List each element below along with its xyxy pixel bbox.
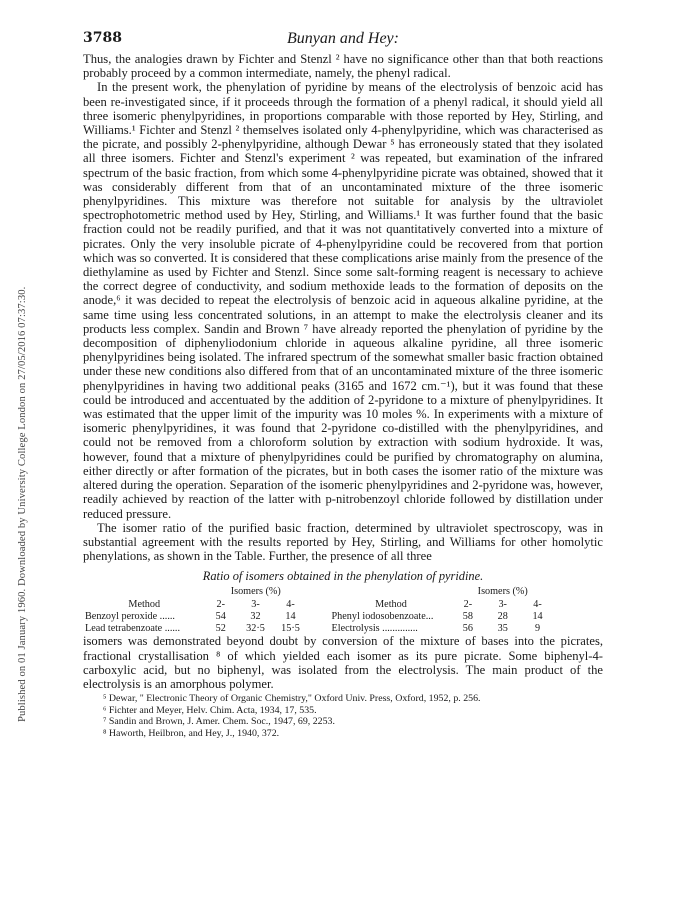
- value-cell: 58: [462, 611, 473, 623]
- paragraph-1: Thus, the analogies drawn by Fichter and Stenzl ² have no significance other than that both reactions probably proceed by a common intermediate, namely, the phenyl radical.: [83, 52, 603, 81]
- running-head: Bunyan and Hey:: [287, 30, 399, 47]
- table-caption: Ratio of isomers obtained in the phenylation of pyridine.: [202, 569, 484, 584]
- col-2-header-right: 2-: [463, 598, 473, 610]
- paragraph-after-table: isomers was demonstrated beyond doubt by conversion of the mixture of bases into the picrates, fractional crystallisation ⁸ of which yielded each isomer as its pure picrate. Some biphenyl-4-carboxylic acid, but no biphenyl, was isolated from the electrolysis. The main product of the electrolysis is an amorphous polymer.: [83, 634, 603, 691]
- value-cell: 14: [532, 611, 543, 623]
- col-2-header-left: 2-: [216, 598, 225, 610]
- col-3-header-right: 3-: [498, 598, 507, 610]
- method-cell: Lead tetrabenzoate ......: [85, 622, 181, 634]
- value-cell: 32: [250, 611, 261, 623]
- value-cell: 54: [215, 611, 226, 623]
- isomers-group-header-left: Isomers (%): [230, 586, 281, 598]
- method-header-right: Method: [375, 598, 407, 610]
- value-cell: 9: [535, 622, 541, 634]
- value-cell: 52: [215, 622, 226, 634]
- value-cell: 32·5: [246, 622, 265, 634]
- value-cell: 15·5: [281, 622, 300, 634]
- value-cell: 14: [285, 611, 296, 623]
- footnote-8: ⁸ Haworth, Heilbron, and Hey, J., 1940, 372.: [103, 727, 280, 739]
- value-cell: 28: [497, 611, 508, 623]
- value-cell: 35: [497, 622, 508, 634]
- paragraph-3: The isomer ratio of the purified basic fraction, determined by ultraviolet spectroscopy, was in substantial agreement with the results reported by Hey, Stirling, and Williams for other homolytic phenylations, as shown in the Table. Further, the presence of all three: [83, 520, 603, 564]
- table-row: [85, 623, 555, 635]
- table-row: [85, 611, 555, 623]
- footnote-6: ⁶ Fichter and Meyer, Helv. Chim. Acta, 1934, 17, 535.: [103, 704, 317, 716]
- paragraph-2: In the present work, the phenylation of pyridine by means of the electrolysis of benzoic acid has been re-investigated since, if it proceeds through the formation of a phenyl radical, it should yield all three isomeric phenylpyridines, in proportions comparable with those reported by Hey, Stirling, and Williams.¹ Fichter and Stenzl ² themselves isolated only 4-phenylpyridine, which was characterised as the picrate, and possibly 2-phenylpyridine, although Dewar ⁵ has erroneously stated that they isolated all three isomers. Fichter and Stenzl's experiment ² was repeated, but examination of the infrared spectrum of the basic fraction, from which some 4-phenylpyridine picrate was obtained, showed that it was considerably different from that of an uncontaminated mixture of the three isomeric phenylpyridines. This mixture was therefore not suitable for analysis by the ultraviolet spectrophotometric method used by Hey, Stirling, and Williams.¹ It was further found that the basic fraction could not be readily purified, and that it was not quantitatively converted into a mixture of picrates. Only the very insoluble picrate of 4-phenylpyridine could be recovered from that portion which was so converted. It is considered that these complications arise mainly from the presence of the diethylamine as used by Fichter and Stenzl. Since some salt-forming reagent is necessary to achieve the correct degree of conductivity, and sodium methoxide leads to the formation of deposits on the anode,⁶ it was decided to repeat the electrolysis of benzoic acid in aqueous alkaline pyridine, at the same time using less concentrated solutions, in an attempt to make the electrolysis cleaner and its products less complex. Sandin and Brown ⁷ have already reported the phenylation of pyridine by the decomposition of diphenyliodonium chloride in aqueous alkaline pyridine, all three isomeric phenylpyridines being isolated. The infrared spectrum of the somewhat smaller basic fraction obtained under these new conditions also differed from that of an uncontaminated mixture of the three isomeric phenylpyridines in having two additional peaks (3165 and 1672 cm.⁻¹), but it was found that these could be introduced and accentuated by the addition of 2-pyridone to a mixture of phenylpyridines. It was estimated that the upper limit of the impurity was 10 moles %. In experiments with a mixture of isomeric phenylpyridines, it was found that 2-pyridone co-distilled with the phenylpyridines, and could not be removed from a chloroform solution by extraction with sodium hydroxide. It was, however, found that a mixture of phenylpyridines could be purified by chromatography on alumina, either directly or after formation of the picrates, but in both cases the isomer ratio of the mixture was altered during the operation. Separation of the isomeric phenylpyridines and 2-pyridone was, however, readily achieved by reaction of the latter with p-nitrobenzoyl chloride followed by distillation under reduced pressure.: [83, 80, 603, 521]
- download-notice: [14, 0, 28, 912]
- value-cell: 56: [462, 622, 473, 634]
- page-header: [83, 30, 603, 52]
- isomers-group-header-right: Isomers (%): [477, 586, 528, 598]
- page-number: 3788: [83, 30, 122, 46]
- method-header-left: Method: [128, 598, 161, 610]
- col-4-header-right: 4-: [533, 598, 542, 610]
- download-notice-text: Published on 01 January 1960. Downloaded by University College London on 27/05/2016 07:37:30.: [17, 286, 28, 722]
- method-cell: Benzoyl peroxide ......: [85, 611, 175, 623]
- footnote-5: ⁵ Dewar, " Electronic Theory of Organic Chemistry," Oxford Univ. Press, Oxford, 1952, p. 256.: [103, 693, 481, 705]
- col-3-header-left: 3-: [251, 598, 260, 610]
- footnote-7: ⁷ Sandin and Brown, J. Amer. Chem. Soc., 1947, 69, 2253.: [103, 716, 335, 728]
- method-cell: Phenyl iodosobenzoate...: [331, 611, 434, 623]
- journal-page: [83, 30, 603, 740]
- footnotes: [83, 693, 603, 739]
- article-body: [83, 52, 603, 740]
- method-cell: Electrolysis ..............: [331, 622, 418, 634]
- isomer-ratio-table: [85, 586, 555, 634]
- col-4-header-left: 4-: [286, 598, 295, 610]
